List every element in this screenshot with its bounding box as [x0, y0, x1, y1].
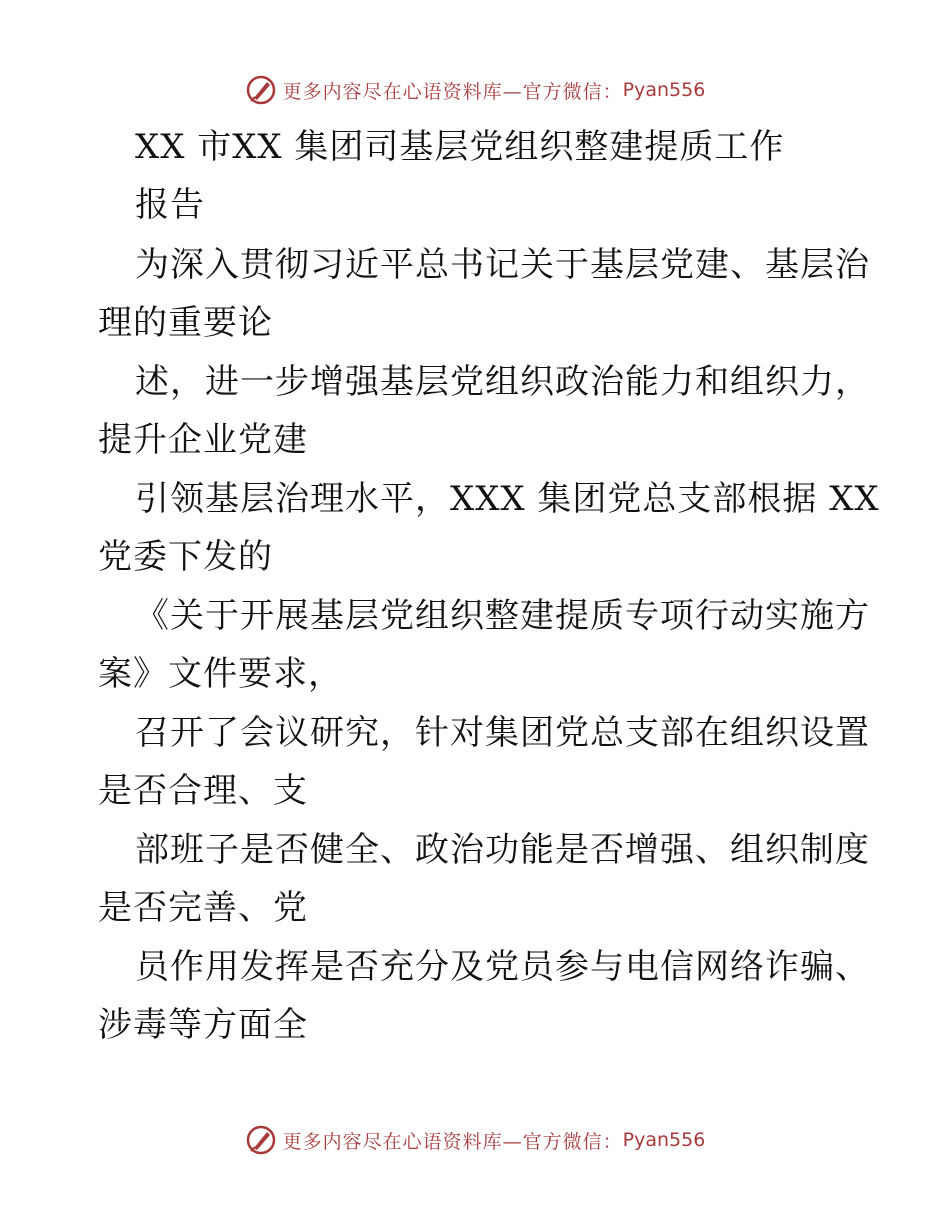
paragraph-line: 党委下发的	[98, 537, 273, 577]
paragraph-line: 引领基层治理水平，XXX 集团党总支部根据 XX	[135, 479, 880, 519]
watermark-wechat-id: Pyan556	[622, 79, 706, 101]
paragraph-line: 是否合理、支	[98, 771, 308, 811]
paragraph-line: 是否完善、党	[98, 888, 308, 928]
paragraph-line: 为深入贯彻习近平总书记关于基层党建、基层治	[135, 245, 870, 285]
quill-pen-seal-icon	[245, 1124, 277, 1156]
paragraph-line: 述，进一步增强基层党组织政治能力和组织力，	[135, 362, 870, 402]
paragraph-line: 理的重要论	[98, 303, 273, 343]
watermark-wechat-id: Pyan556	[622, 1129, 706, 1151]
title-line-1: XX 市XX 集团司基层党组织整建提质工作	[135, 127, 785, 167]
title-line-2: 报告	[135, 185, 205, 225]
paragraph-line: 提升企业党建	[98, 420, 308, 460]
watermark-text: 更多内容尽在心语资料库—官方微信：	[282, 1130, 623, 1153]
paragraph-line: 员作用发挥是否充分及党员参与电信网络诈骗、	[135, 947, 870, 987]
paragraph-line: 召开了会议研究，针对集团党总支部在组织设置	[135, 713, 870, 753]
footer-watermark	[0, 1120, 950, 1160]
paragraph-line: 案》文件要求，	[98, 654, 343, 694]
paragraph-line: 部班子是否健全、政治功能是否增强、组织制度	[135, 830, 870, 870]
paragraph-line: 涉毒等方面全	[98, 1005, 308, 1045]
watermark-text: 更多内容尽在心语资料库—官方微信：	[282, 80, 623, 103]
paragraph-line: 《关于开展基层党组织整建提质专项行动实施方	[135, 596, 870, 636]
